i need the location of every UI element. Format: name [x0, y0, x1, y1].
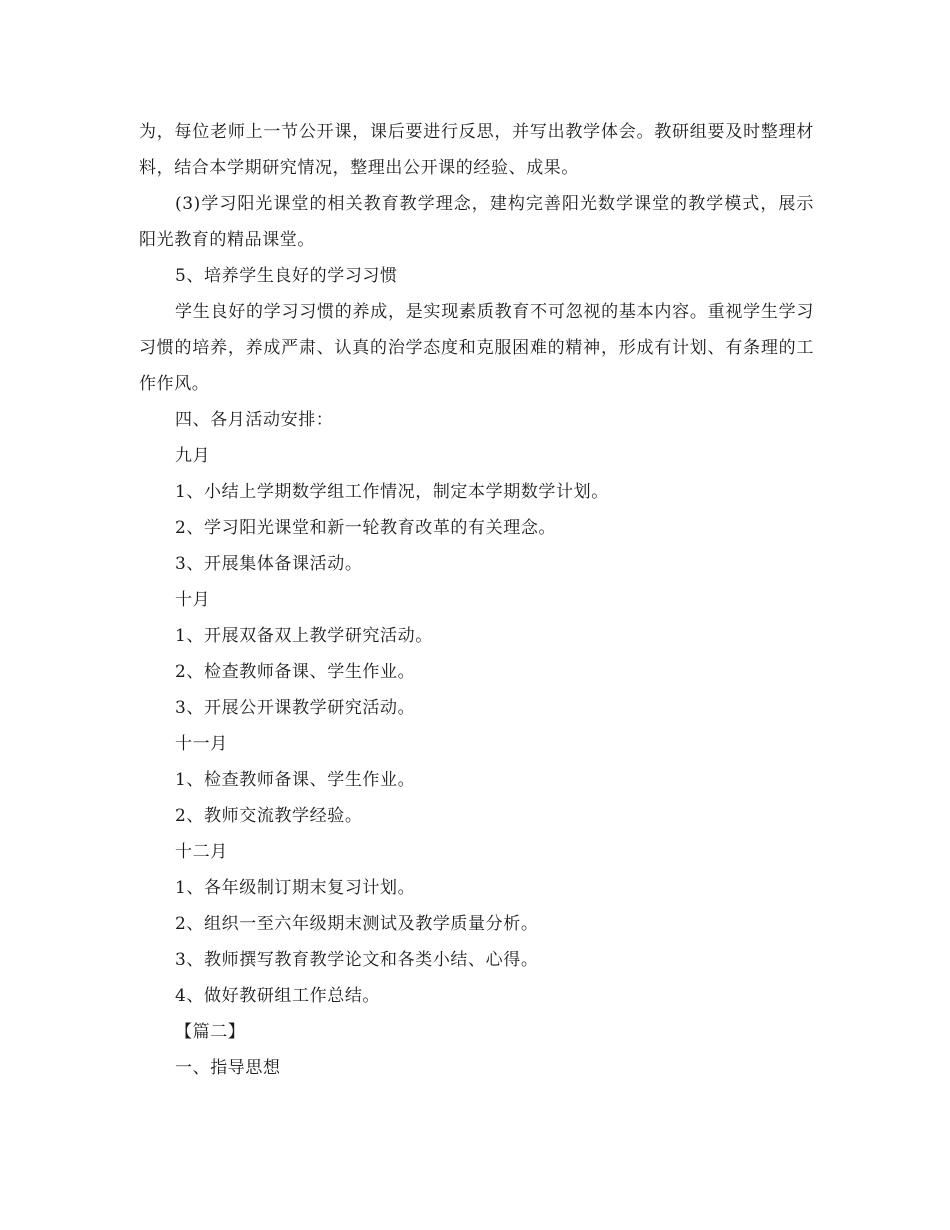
list-item: 2、检查教师备课、学生作业。 — [175, 662, 416, 682]
list-item: 1、开展双备双上教学研究活动。 — [175, 626, 433, 646]
month-heading-december: 十二月 — [175, 842, 228, 862]
list-item: 2、组织一至六年级期末测试及教学质量分析。 — [175, 914, 539, 934]
paragraph-continued-text: 为，每位老师上一节公开课，课后要进行反思，并写出教学体会。教研组要及时整理材料，结合本学期研究情况，整理出公开课的经验、成果。 — [139, 122, 814, 178]
month-heading-october: 十月 — [175, 590, 211, 610]
list-item: 1、各年级制订期末复习计划。 — [175, 878, 416, 898]
paragraph-study-habits: 学生良好的学习习惯的养成，是实现素质教育不可忽视的基本内容。重视学生学习习惯的培养，养成严肃、认真的治学态度和克服困难的精神，形成有计划、有条理的工作作风。 — [139, 302, 814, 394]
part-heading: 【篇二】 — [175, 1022, 246, 1042]
list-item: 2、学习阳光课堂和新一轮教育改革的有关理念。 — [175, 518, 557, 538]
list-item: 3、开展公开课教学研究活动。 — [175, 698, 416, 718]
list-item: 1、小结上学期数学组工作情况，制定本学期数学计划。 — [175, 482, 609, 502]
list-item: 4、做好教研组工作总结。 — [175, 986, 381, 1006]
section-heading-4: 四、各月活动安排： — [175, 410, 334, 430]
month-heading-september: 九月 — [175, 446, 211, 466]
section-heading-5: 5、培养学生良好的学习习惯 — [175, 266, 398, 286]
month-heading-november: 十一月 — [175, 734, 228, 754]
section-heading-1: 一、指导思想 — [175, 1058, 281, 1078]
list-item: 2、教师交流教学经验。 — [175, 806, 363, 826]
list-item: 1、检查教师备课、学生作业。 — [175, 770, 416, 790]
paragraph-item-3: (3)学习阳光课堂的相关教育教学理念，建构完善阳光数学课堂的教学模式，展示阳光教育的精品课堂。 — [139, 194, 814, 250]
list-item: 3、教师撰写教育教学论文和各类小结、心得。 — [175, 950, 539, 970]
list-item: 3、开展集体备课活动。 — [175, 554, 363, 574]
document-body — [139, 114, 814, 1086]
